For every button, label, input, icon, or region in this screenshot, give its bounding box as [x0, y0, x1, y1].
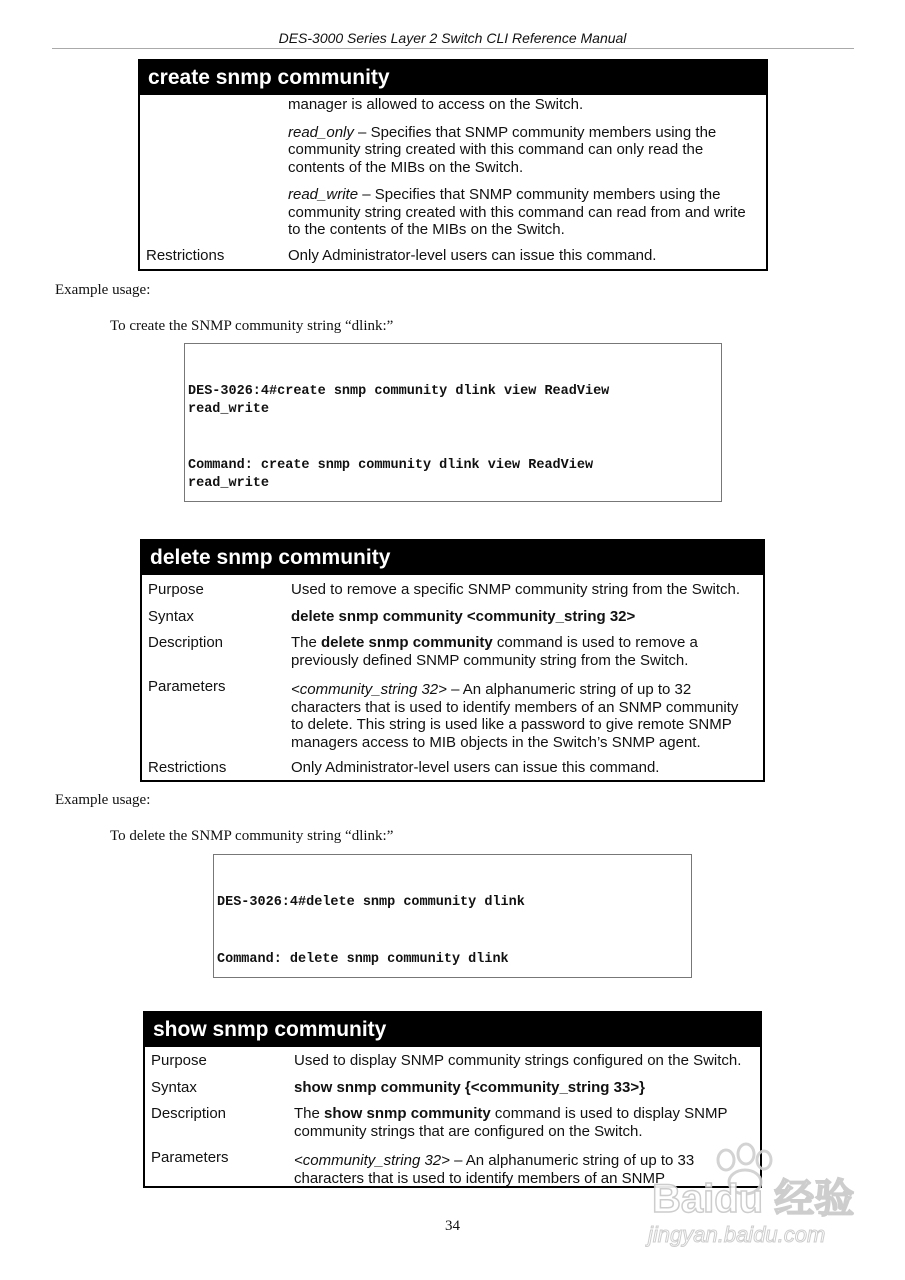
- code-line: read_write: [188, 401, 270, 417]
- watermark-logo-text: Baidu 经验: [652, 1177, 855, 1221]
- delete-snmp-community-table: [140, 539, 765, 782]
- table-title: create snmp community: [140, 61, 766, 95]
- desc-post: command is used to remove a previously defined SNMP community string from the Switch.: [291, 634, 698, 669]
- description-row: [142, 634, 763, 669]
- parameters-continued-row: [140, 95, 766, 239]
- param-term: <community_string 32>: [291, 681, 447, 698]
- delete-example-code-block: [213, 854, 692, 978]
- create-example-code-block: [184, 343, 722, 502]
- parameters-row: [142, 679, 763, 751]
- continued-line: manager is allowed to access on the Switch.: [288, 96, 584, 113]
- description-row: [145, 1105, 760, 1140]
- syntax-text: show snmp community {<community_string 33>}: [294, 1078, 645, 1096]
- baidu-jingyan-watermark: [642, 1140, 862, 1250]
- code-line: read_write: [188, 475, 270, 491]
- restrictions-label: Restrictions: [148, 759, 227, 776]
- create-snmp-community-table: [138, 59, 768, 271]
- code-line: Command: create snmp community dlink view ReadView: [188, 458, 594, 473]
- code-line: Command: delete snmp community dlink: [217, 951, 509, 967]
- param-desc: – An alphanumeric string of up to 32 characters that is used to identify members of an SNMP community to delete. This string is used like a password to give remote SNMP managers access to MIB objects in the Switch’s SNMP agent.: [291, 681, 739, 751]
- header-divider: [52, 48, 854, 49]
- watermark-url: jingyan.baidu.com: [648, 1222, 826, 1247]
- parameters-label: Parameters: [151, 1149, 229, 1166]
- example-usage-label: Example usage:: [55, 792, 151, 808]
- purpose-row: [145, 1047, 760, 1070]
- description-label: Description: [148, 634, 224, 651]
- purpose-row: [142, 575, 763, 599]
- page-number: 34: [445, 1218, 460, 1234]
- desc-post: command is used to display SNMP community strings that are configured on the Switch.: [294, 1105, 728, 1140]
- code-line: DES-3026:4#create snmp community dlink view ReadView: [188, 384, 610, 399]
- read-only-param: [288, 124, 758, 177]
- read-only-term: read_only: [288, 123, 354, 141]
- desc-pre: The: [294, 1105, 325, 1122]
- code-line: DES-3026:4#delete snmp community dlink: [217, 895, 525, 910]
- purpose-label: Purpose: [151, 1052, 207, 1069]
- table-title: delete snmp community: [142, 541, 763, 575]
- syntax-text: delete snmp community <community_string 32>: [291, 607, 636, 625]
- syntax-label: Syntax: [151, 1078, 197, 1096]
- purpose-label: Purpose: [148, 581, 204, 598]
- purpose-text: Used to remove a specific SNMP community string from the Switch.: [291, 581, 741, 598]
- description-label: Description: [151, 1105, 227, 1122]
- running-header: DES-3000 Series Layer 2 Switch CLI Reference Manual: [278, 30, 627, 46]
- restrictions-row: [140, 247, 766, 265]
- purpose-text: Used to display SNMP community strings configured on the Switch.: [294, 1052, 742, 1069]
- parameters-label: Parameters: [148, 678, 226, 695]
- read-only-desc: – Specifies that SNMP community members using the community string created with this command can only read the contents of the MIBs on the Switch.: [288, 123, 717, 176]
- desc-pre: The: [291, 634, 322, 651]
- desc-command: show snmp community: [324, 1105, 491, 1122]
- restrictions-text: Only Administrator-level users can issue this command.: [288, 246, 657, 264]
- example-intro: To create the SNMP community string “dlink:”: [110, 318, 394, 334]
- table-title: show snmp community: [145, 1013, 760, 1047]
- syntax-label: Syntax: [148, 607, 194, 625]
- syntax-row: [142, 608, 763, 626]
- read-write-param: [288, 186, 758, 239]
- desc-command: delete snmp community: [321, 634, 493, 651]
- restrictions-text: Only Administrator-level users can issue this command.: [291, 759, 660, 776]
- param-desc: – An alphanumeric string of up to 33 characters that is used to identify members of an SNMP: [294, 1152, 695, 1187]
- example-intro: To delete the SNMP community string “dlink:”: [110, 828, 394, 844]
- read-write-desc: – Specifies that SNMP community members using the community string created with this command can read from and write to the contents of the MIBs on the Switch.: [288, 186, 746, 238]
- restrictions-row: [142, 759, 763, 777]
- example-usage-label: Example usage:: [55, 282, 151, 298]
- restrictions-label: Restrictions: [146, 246, 225, 264]
- syntax-row: [145, 1079, 760, 1097]
- read-write-term: read_write: [288, 186, 359, 203]
- param-term: <community_string 32>: [294, 1152, 450, 1169]
